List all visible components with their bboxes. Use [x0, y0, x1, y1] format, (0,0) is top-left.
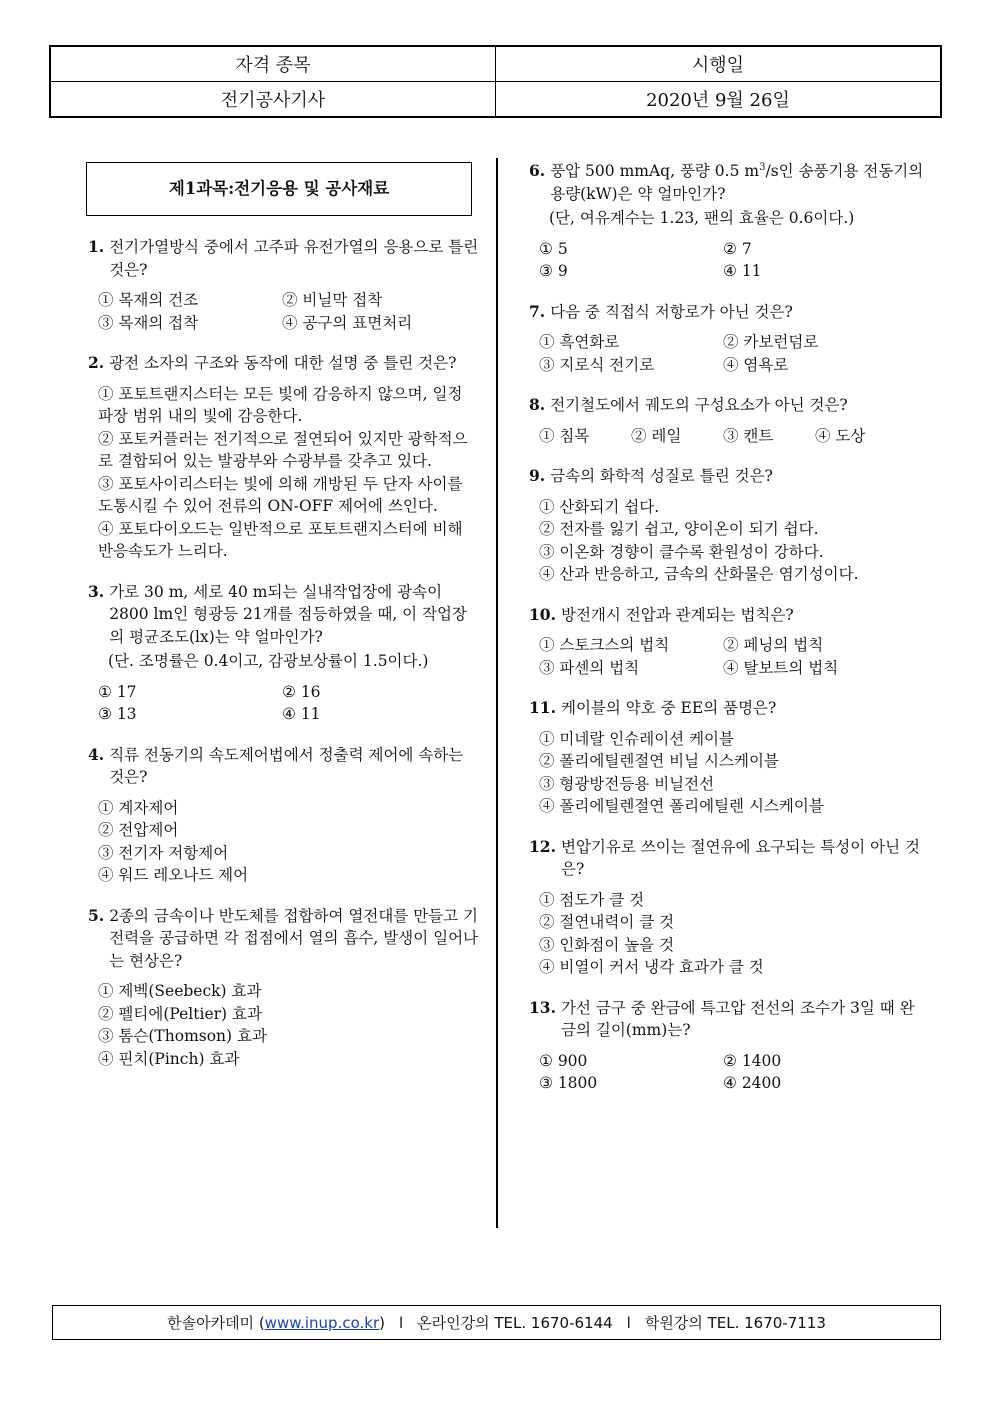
question-text: 광전 소자의 구조와 동작에 대한 설명 중 틀린 것은?: [109, 354, 457, 372]
question-item: [529, 301, 924, 377]
question-text: 가선 금구 중 완금에 특고압 전선의 조수가 3일 때 완금의 길이(mm)는?: [560, 998, 915, 1039]
question-stem: [88, 236, 480, 281]
footer: [52, 1305, 941, 1340]
question-number: 10.: [529, 604, 556, 624]
option: ② 페닝의 법칙: [723, 636, 824, 654]
option-list: [88, 383, 480, 563]
option: ② 포토커플러는 전기적으로 절연되어 있지만 광학적으로 결합되어 있는 발광부와 수광부를 갖추고 있다.: [98, 429, 468, 470]
question-number: 6.: [529, 161, 546, 180]
footer-brand: 한솔아카데미 (: [167, 1314, 265, 1332]
option-list: [529, 496, 924, 586]
question-stem: [88, 744, 480, 789]
option: ② 16: [282, 682, 321, 701]
question-6: [529, 160, 924, 283]
question-text: 케이블의 약호 중 EE의 품명은?: [560, 699, 777, 717]
question-item: [88, 236, 480, 334]
option: ① 점도가 클 것: [539, 890, 645, 909]
question-text: 가로 30 m, 세로 40 m되는 실내작업장에 광속이 2800 lm인 형광등 21개를 점등하였을 때, 이 작업장의 평균조도(lx)는 약 얼마인가?: [109, 582, 467, 646]
question-text: 전기철도에서 궤도의 구성요소가 아닌 것은?: [550, 396, 848, 414]
option: ① 스토크스의 법칙: [539, 636, 670, 654]
footer-online: 온라인강의 TEL. 1670-6144: [417, 1314, 613, 1332]
question-number: 2.: [88, 353, 105, 372]
option: ① 17: [98, 682, 137, 701]
question-text: [550, 160, 924, 205]
option: ② 7: [723, 239, 752, 258]
option: ③ 이온화 경향이 클수록 환원성이 강하다.: [539, 542, 824, 561]
option-list: [88, 980, 480, 1070]
option: ③ 포토사이리스터는 빛에 의해 개방된 두 단자 사이를 도통시킬 수 있어 전류의 ON-OFF 제어에 쓰인다.: [98, 474, 463, 515]
option: ② 비닐막 접착: [282, 291, 383, 309]
question-number: 3.: [88, 581, 105, 601]
superscript: 3: [759, 161, 766, 173]
option: ④ 포토다이오드는 일반적으로 포토트랜지스터에 비해 반응속도가 느리다.: [98, 519, 463, 560]
option-list: [529, 889, 924, 979]
option: ③ 톰슨(Thomson) 효과: [98, 1027, 267, 1045]
footer-academy: 학원강의 TEL. 1670-7113: [644, 1314, 826, 1332]
question-stem: [529, 836, 924, 881]
header-date: 2020년 9월 26일: [495, 82, 941, 118]
question-stem: [88, 581, 480, 649]
question-text: 전기가열방식 중에서 고주파 유전가열의 응용으로 틀린 것은?: [109, 238, 479, 279]
question-number: 12.: [529, 836, 556, 856]
option-list: [529, 728, 924, 818]
option: ① 목재의 건조: [98, 291, 199, 309]
right-column: [529, 160, 924, 1113]
question-item: [529, 836, 924, 979]
section-title: 제1과목:전기응용 및 공사재료: [86, 162, 472, 216]
question-stem: [529, 394, 924, 417]
footer-link[interactable]: www.inup.co.kr: [264, 1313, 380, 1332]
option: ④ 비열이 커서 냉각 효과가 클 것: [539, 958, 764, 976]
footer-separator: l: [626, 1313, 631, 1332]
right-question-list: [529, 301, 924, 1095]
question-item: [88, 905, 480, 1071]
option: ③ 13: [98, 705, 137, 723]
option: ④ 탈보트의 법칙: [723, 658, 839, 677]
option: ④ 11: [723, 262, 762, 280]
question-item: [529, 997, 924, 1095]
option: ① 계자제어: [98, 798, 179, 817]
question-note: (단, 여유계수는 1.23, 팬의 효율은 0.6이다.): [549, 209, 855, 227]
option: ① 흑연화로: [539, 333, 620, 351]
question-text: 방전개시 전압과 관계되는 법칙은?: [560, 605, 794, 624]
option-list: [529, 1050, 924, 1095]
question-note: (단. 조명률은 0.4이고, 감광보상률이 1.5이다.): [108, 652, 429, 670]
option: ② 레일: [631, 426, 682, 445]
option: ④ 11: [282, 705, 321, 723]
question-text: 2종의 금속이나 반도체를 접합하여 열전대를 만들고 기전력을 공급하면 각 접점에서 열의 흡수, 발생이 일어나는 현상은?: [109, 906, 479, 970]
option: ③ 전기자 저항제어: [98, 843, 229, 862]
option: ① 900: [539, 1051, 588, 1070]
option: ① 침목: [539, 426, 590, 445]
header-subject: 전기공사기사: [50, 82, 495, 118]
option: ① 산화되기 쉽다.: [539, 497, 660, 516]
header-label-subject: 자격 종목: [50, 46, 495, 82]
question-number: 4.: [88, 744, 105, 764]
option: ② 폴리에틸렌절연 비닐 시스케이블: [539, 752, 779, 770]
option: ② 펠티에(Peltier) 효과: [98, 1004, 262, 1023]
option: ③ 1800: [539, 1074, 598, 1092]
question-stem: [529, 301, 924, 324]
option: ③ 캔트: [723, 426, 774, 445]
question-stem: [529, 160, 924, 205]
question-number: 5.: [88, 905, 105, 925]
question-stem: [529, 997, 924, 1042]
option: ③ 목재의 접착: [98, 313, 199, 332]
option: ③ 파센의 법칙: [539, 658, 640, 677]
option: ① 제벡(Seebeck) 효과: [98, 982, 262, 1000]
question-number: 7.: [529, 301, 546, 321]
left-question-list: [88, 236, 480, 1070]
question-text: 금속의 화학적 성질로 틀린 것은?: [550, 467, 773, 485]
question-number: 13.: [529, 997, 556, 1017]
option: ③ 지로식 전기로: [539, 355, 655, 374]
footer-separator: l: [398, 1313, 404, 1332]
footer-brand-close: ): [379, 1313, 385, 1332]
question-item: [529, 697, 924, 818]
question-text: 다음 중 직접식 저항로가 아닌 것은?: [550, 302, 793, 321]
option-list: [529, 634, 924, 679]
left-column: [88, 160, 480, 1088]
option-list: [88, 681, 480, 726]
header-label-date: 시행일: [495, 46, 941, 82]
question-stem: [88, 905, 480, 973]
option: ② 1400: [723, 1051, 782, 1070]
question-number: 11.: [529, 698, 556, 717]
option: ④ 도상: [815, 426, 866, 445]
option: ① 5: [539, 239, 568, 258]
option: ① 포토트랜지스터는 모든 빛에 감응하지 않으며, 일정 파장 범위 내의 빛에 감응한다.: [98, 384, 463, 425]
option: ④ 핀치(Pinch) 효과: [98, 1049, 240, 1068]
option: ② 전자를 잃기 쉽고, 양이온이 되기 쉽다.: [539, 520, 819, 538]
question-text: 변압기유로 쓰이는 절연유에 요구되는 특성이 아닌 것은?: [560, 837, 920, 878]
question-number: 9.: [529, 466, 546, 485]
question-text-part: /s인 송풍기용 전동기의 용량(kW)은 약 얼마인가?: [550, 162, 924, 203]
column-divider: [496, 158, 498, 1228]
option: ③ 9: [539, 262, 568, 280]
question-number: 8.: [529, 395, 546, 414]
question-item: [529, 394, 924, 447]
option: ④ 공구의 표면처리: [282, 313, 413, 332]
option-list: [88, 289, 480, 334]
option: ④ 폴리에틸렌절연 폴리에틸렌 시스케이블: [539, 797, 824, 815]
question-stem: [529, 465, 924, 488]
option-list: [529, 331, 924, 376]
option: ① 미네랄 인슈레이션 케이블: [539, 729, 734, 748]
option: ② 절연내력이 클 것: [539, 913, 675, 931]
option: ④ 2400: [723, 1074, 782, 1092]
question-number: 1.: [88, 237, 105, 256]
option: ② 카보런덤로: [723, 333, 819, 351]
option-list: [529, 425, 924, 448]
question-stem: [529, 697, 924, 720]
question-text: 직류 전동기의 속도제어법에서 정출력 제어에 속하는 것은?: [109, 745, 464, 786]
option-list: [88, 797, 480, 887]
question-stem: [88, 352, 480, 375]
question-item: [88, 744, 480, 887]
question-item: [88, 352, 480, 563]
question-item: [88, 581, 480, 726]
header-table: [49, 45, 942, 118]
question-item: [529, 465, 924, 586]
question-item: [529, 604, 924, 680]
question-stem: [529, 604, 924, 627]
option: ③ 형광방전등용 비닐전선: [539, 774, 715, 793]
option: ② 전압제어: [98, 821, 179, 839]
question-text-part: 풍압 500 mmAq, 풍량 0.5 m: [550, 162, 760, 180]
option: ④ 산과 반응하고, 금속의 산화물은 염기성이다.: [539, 565, 859, 583]
option-list: [529, 238, 924, 283]
option: ④ 염욕로: [723, 355, 789, 374]
option: ④ 워드 레오나드 제어: [98, 866, 249, 884]
option: ③ 인화점이 높을 것: [539, 935, 675, 954]
